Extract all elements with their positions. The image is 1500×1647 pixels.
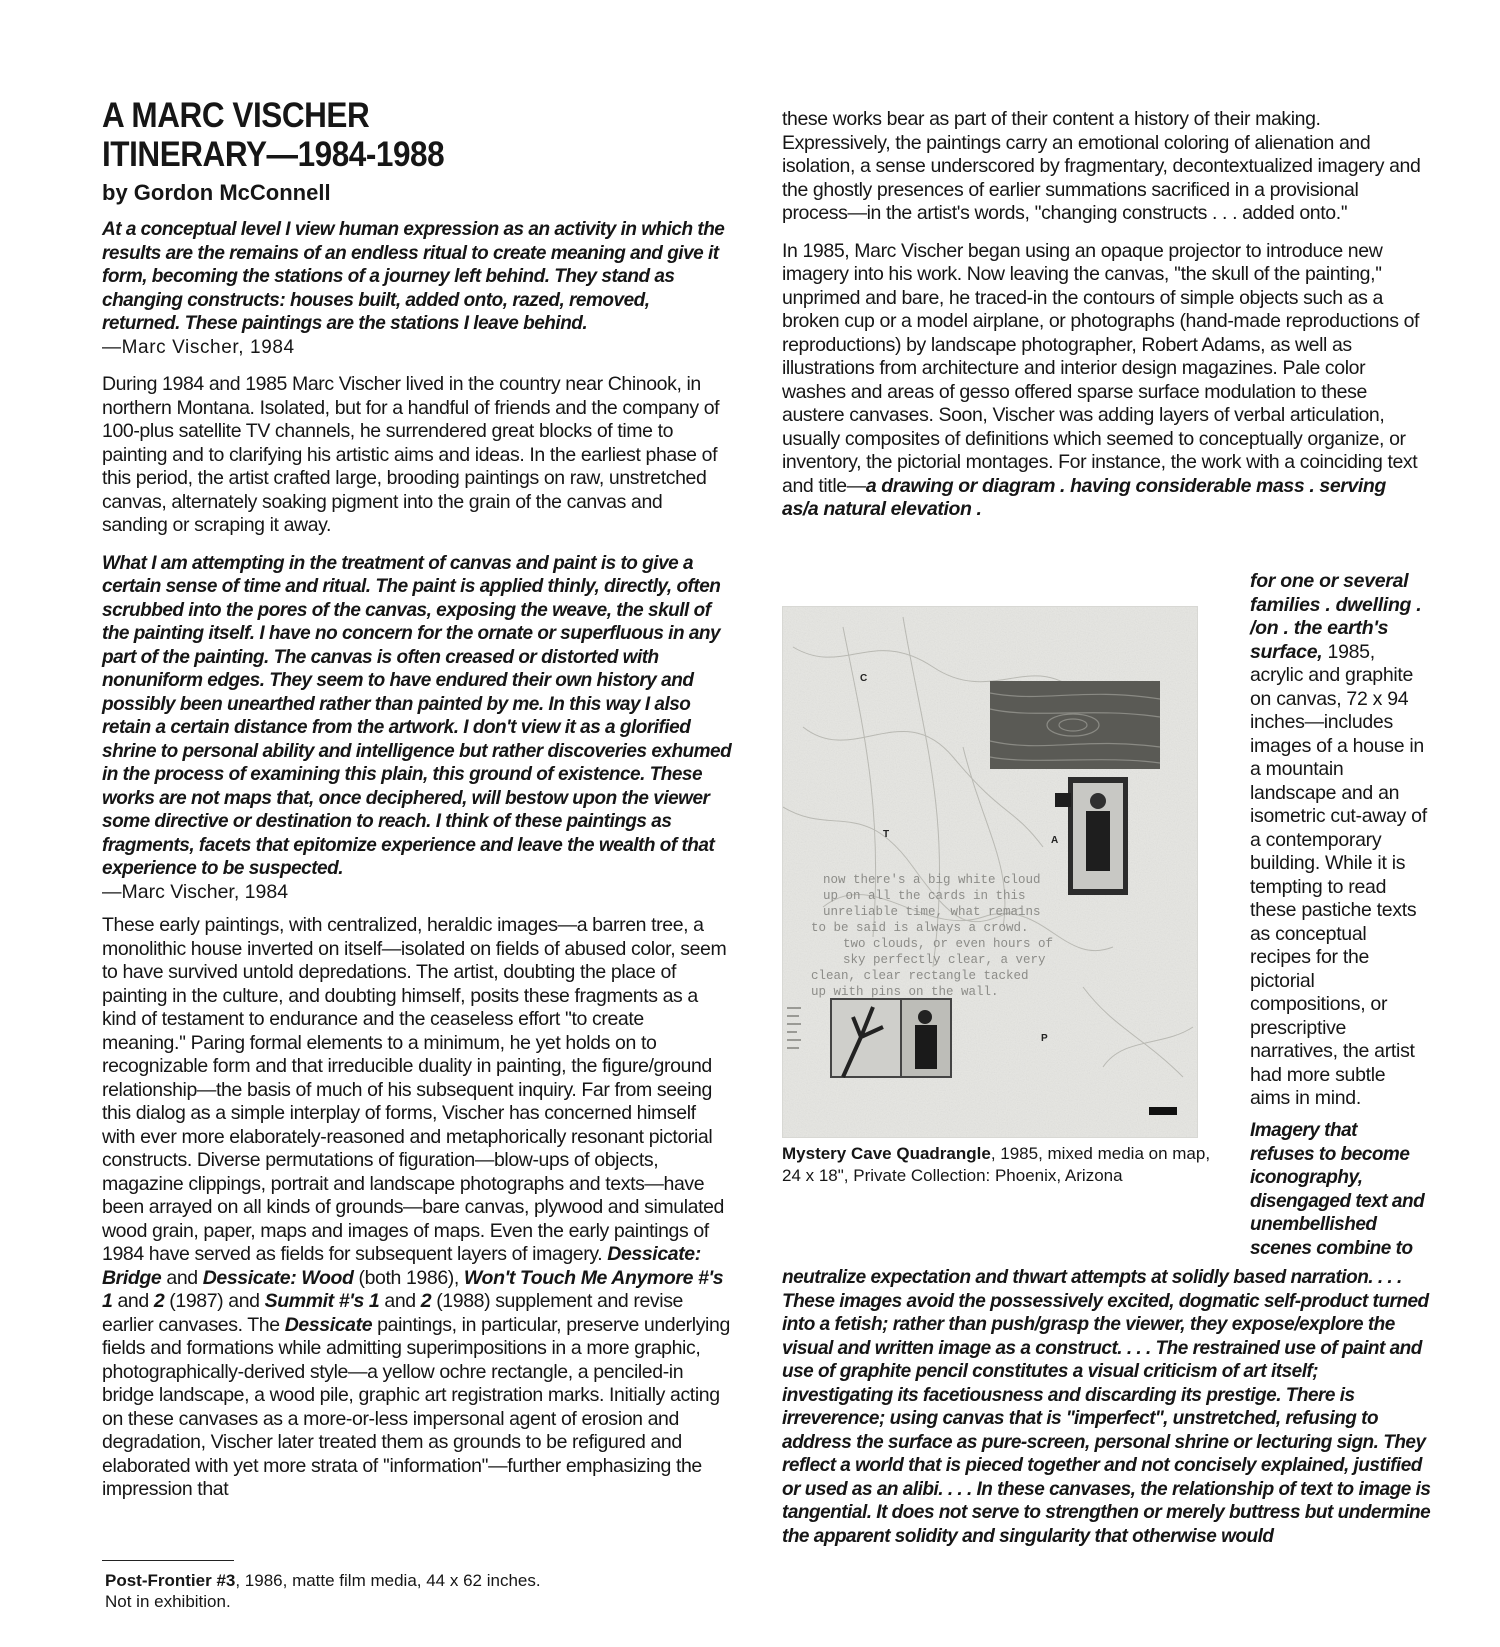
footnote-line-2: Not in exhibition. [105,1592,231,1611]
footnote-title: Post-Frontier #3 [105,1571,236,1590]
caption-title: Mystery Cave Quadrangle [782,1144,991,1163]
date-note: (1987) and [164,1290,265,1312]
registration-mark [1149,1107,1177,1115]
work-title-families-dwelling: for one or several families . dwelling . /on . the earth's surface, [1250,570,1422,663]
work-title-dessicate-wood: Dessicate: Wood [202,1266,354,1289]
map-letter-c: C [860,673,868,684]
woodgrain-image [990,681,1160,769]
body-paragraph-2 [102,914,732,1502]
right-para-2-text: In 1985, Marc Vischer began using an opaque projector to introduce new imagery into his work. Now leaving the canvas, ''the skull of the painting,'' unprimed and bare, he traced-in the contours of simple objects such as a broken cup or a model airplane, or photographs (hand-made reproductions of reproductions) by landscape photographer, Robert Adams, as well as illustrations from architecture and interior design magazines. Pale color washes and areas of gesso offered sparse surface modulation to these austere canvases. Soon, Vischer was adding layers of verbal articulation, usually composites of definitions which seemed to conceptually organize, or inventory, the pictorial montages. For instance, the work with a coinciding text and title— [782,239,1420,497]
figure-photo [901,999,951,1077]
poem-line: to be said is always a crowd. [811,921,1029,935]
figure-caption [782,1143,1212,1187]
bottom-quote-text: neutralize expectation and thwart attempts at solidly based narration. . . . These images avoid the possessively excited, dogmatic self-product turned into a fetish; rather than push/grasp the viewer, they expose/explore the visual and written image as a construct. . . . The restrained use of paint and use of graphite pencil constitutes a visual criticism of art itself; investigating its facetiousness and discarding its prestige. There is irreverence; using canvas that is ''imperfect'', unstretched, refusing to address the surface as pure-screen, personal shrine or lecturing sign. They reflect a world that is pieced together and not concisely explained, justified or used as an alibi. . . . In these canvases, the relationship of text to image is tangential. It does not serve to strengthen or merely buttress but undermine the apparent solidity and singularity that otherwise would [782,1267,1431,1547]
work-title-summit: Summit #'s 1 [264,1290,380,1312]
artwork-illustration [783,607,1197,1137]
poem-line: two clouds, or even hours of [843,937,1054,951]
caption-text: , 1985, mixed media on map, 24 x 18", Private Collection: Phoenix, Arizona [782,1144,1211,1185]
map-letter-a: A [1051,835,1059,846]
right-paragraph-2 [782,240,1422,522]
poem-line: clean, clear rectangle tacked [811,969,1029,983]
poem-line: unreliable time, what remains [823,905,1041,919]
side-paragraph-text: 1985, acrylic and graphite on canvas, 72 x 94 inches—includes images of a house in a mountain landscape and an isometric cut-away of a contemporary building. While it is tempting to read these pastiche texts as conceptual recipes for the pictorial compositions, or prescriptive narratives, the artist had more subtle aims in mind. [1250,640,1427,1109]
right-column [782,108,1422,522]
side-quote [1250,1119,1425,1260]
side-paragraph [1250,570,1430,1111]
mystery-cave-quadrangle-image [782,606,1198,1138]
date-note: (both 1986), [353,1266,464,1289]
right-paragraph-1: these works bear as part of their content a history of their making. Expressively, the paintings carry an emotional coloring of alienation and isolation, a sense underscored by fragmentary, decontextualized imagery and the ghostly presences of earlier summations sacrificed in a provisional process—in the artist's words, ''changing constructs . . . added onto.'' [782,108,1421,224]
para-2-text-c: paintings, in particular, preserve underlying fields and formations while admitting superimpositions in a more graphic, photographically-derived style—a yellow ochre rectangle, a penciled-in bridge landscape, a wood pile, graphic art registration marks. Initially acting on these canvases as a more-or-less impersonal agent of erosion and degradation, Vischer later treated them as grounds to be refigured and elaborated with yet more strata of ''information''—further emphasizing the impression that [102,1313,730,1500]
side-quote-text: Imagery that refuses to become iconography, disengaged text and unembellished scenes combine to [1250,1120,1425,1259]
work-title-dessicate: Dessicate [284,1313,373,1336]
map-letter-p: P [1041,1033,1048,1044]
title-line-2: ITINERARY—1984-1988 [102,135,445,174]
work-title-summit-2: 2 [420,1290,432,1312]
footnote [105,1570,745,1612]
title-line-1: A MARC VISCHER [102,96,370,135]
work-title-wont-touch: Won't Touch Me Anymore #'s 1 [102,1266,724,1312]
para-2-text-b: (1988) supplement and revise earlier canvases. The [102,1290,683,1336]
work-title-wont-touch-2: 2 [153,1290,165,1312]
bottom-quote [782,1266,1432,1548]
footnote-text: , 1986, matte film media, 44 x 62 inches. [235,1571,541,1590]
poem-line: up with pins on the wall. [811,985,999,999]
footnote-rule [102,1560,234,1561]
work-title-dessicate-bridge: Dessicate: Bridge [102,1243,701,1289]
poem-line: up on all the cards in this [823,889,1026,903]
artist-quote-2: What I am attempting in the treatment of canvas and paint is to give a certain sense of time and ritual. The paint is applied thinly, directly, often scrubbed into the pores of the canvas, exposing the weave, the skull of the painting itself. I have no concern for the ornate or superfluous in any part of the painting. The canvas is often creased or distorted with nonuniform edges. They seem to have endured their own history and possibly been unearthed rather than painted by me. In this way I also retain a certain distance from the artwork. I don't view it as a glorified shrine to personal ability and intelligence but rather discoveries exhumed in the process of examining this plain, this ground of existence. These works are not maps that, once deciphered, will bestow upon the viewer some directive or destination to reach. I think of these paintings as fragments, facets that epitomize experience and leave the wealth of that experience to be suspected. [102,552,732,879]
quote-1-attribution: —Marc Vischer, 1984 [102,336,295,358]
para-2-text-a: These early paintings, with centralized, heraldic images—a barren tree, a monolithic house inverted on itself—isolated on fields of abused color, seem to have survived untold depredations. The artist, doubting the place of painting in the culture, and doubting himself, posits these fragments as a kind of testament to endurance and the ceaseless effort ''to create meaning.'' Paring formal elements to a minimum, he yet holds on to recognizable form and that irreducible duality in painting, the figure/ground relationship—the basis of much of his subsequent inquiry. Far from seeing this dialog as a simple interplay of forms, Vischer has concerned himself with ever more elaborately-reasoned and metaphorically resonant pictorial constructs. Diverse permutations of figuration—blow-ups of objects, magazine clippings, portrait and landscape photographs and texts—have been arrayed on all kinds of grounds—bare canvas, plywood and simulated wood grain, paper, maps and images of maps. Even the early paintings of 1984 have served as fields for subsequent layers of imagery. [102,914,727,1265]
artist-quote-1: At a conceptual level I view human expression as an activity in which the results are the remains of an endless ritual to create meaning and give it form, becoming the stations of a journey left behind. They stand as changing constructs: houses built, added onto, razed, removed, returned. These paintings are the stations I leave behind. [102,219,725,334]
conjunction: and [379,1290,421,1312]
quote-2-attribution: —Marc Vischer, 1984 [102,880,289,903]
left-column [102,96,732,1502]
body-paragraph-1: During 1984 and 1985 Marc Vischer lived in the country near Chinook, in northern Montana. Isolated, but for a handful of friends and the company of 100-plus satellite TV channels, he surrendered great blocks of time to painting and to clarifying his artistic aims and ideas. In the earliest phase of this period, the artist crafted large, brooding paintings on raw, unstretched canvas, alternately soaking pigment into the grain of the canvas and sanding or scraping it away. [102,373,720,536]
work-title-drawing-diagram: a drawing or diagram . having considerable mass . serving as/a natural elevation . [782,474,1386,520]
side-column-text [1250,570,1430,1111]
conjunction: and [112,1290,154,1312]
article-title [102,96,732,174]
map-letter-t: T [883,829,890,840]
tree-photo [831,999,901,1077]
poem-line: sky perfectly clear, a very [843,953,1046,967]
byline: by Gordon McConnell [102,180,331,205]
conjunction: and [161,1266,203,1289]
poem-line: now there's a big white cloud [823,873,1041,887]
